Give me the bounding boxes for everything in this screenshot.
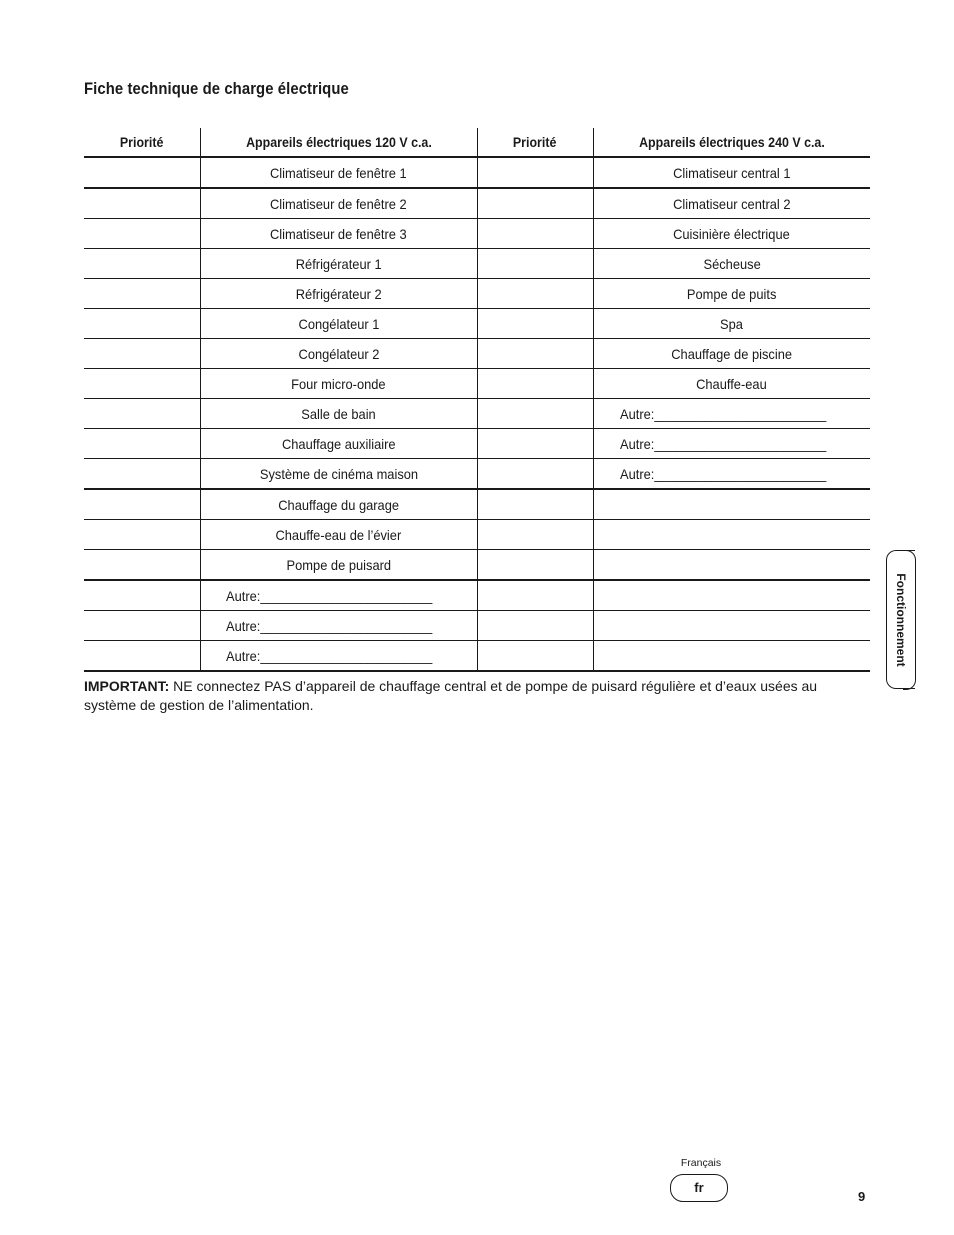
table-row [84, 157, 870, 188]
appliance-240-cell [593, 249, 870, 279]
appliance-label: Système de cinéma maison [259, 465, 418, 482]
priority-240-cell [477, 429, 593, 459]
table-row [84, 611, 870, 641]
priority-120-cell [84, 489, 200, 520]
priority-240-cell [477, 188, 593, 219]
priority-120-cell [84, 611, 200, 641]
appliance-240-cell [593, 339, 870, 369]
appliance-240-cell [593, 429, 870, 459]
appliance-label: Pompe de puisard [286, 556, 391, 573]
appliance-120-cell [200, 399, 477, 429]
appliance-120-cell [200, 369, 477, 399]
priority-240-cell [477, 249, 593, 279]
priority-240-cell [477, 459, 593, 490]
priority-240-cell [477, 489, 593, 520]
appliance-label: Spa [720, 315, 744, 332]
appliance-120-cell [200, 249, 477, 279]
appliance-label: Congélateur 1 [298, 315, 379, 332]
priority-120-cell [84, 219, 200, 249]
appliance-label: Four micro-onde [291, 375, 386, 392]
priority-240-cell [477, 611, 593, 641]
table-row [84, 399, 870, 429]
priority-120-cell [84, 429, 200, 459]
appliance-120-cell [200, 188, 477, 219]
appliance-label: Sécheuse [703, 255, 761, 272]
priority-240-cell [477, 279, 593, 309]
important-label: IMPORTANT: [84, 678, 170, 694]
priority-120-cell [84, 279, 200, 309]
language-label: Français [680, 1157, 722, 1169]
appliance-240-cell [593, 520, 870, 550]
priority-240-cell [477, 520, 593, 550]
appliance-120-cell [200, 279, 477, 309]
electrical-load-table [84, 128, 870, 672]
appliance-120-cell [200, 339, 477, 369]
priority-120-cell [84, 550, 200, 581]
appliance-label: Autre:________________________ [619, 465, 826, 482]
appliance-label: Chauffage auxiliaire [281, 435, 396, 452]
priority-120-cell [84, 580, 200, 611]
appliance-120-cell [200, 641, 477, 672]
appliance-label: Climatiseur central 1 [673, 164, 791, 181]
appliance-label: Climatiseur de fenêtre 2 [270, 195, 407, 212]
table-row [84, 520, 870, 550]
priority-240-cell [477, 309, 593, 339]
appliance-label: Cuisinière électrique [673, 225, 791, 242]
side-tab-label: Fonctionnement [894, 572, 908, 667]
page-number: 9 [858, 1189, 866, 1204]
priority-120-cell [84, 641, 200, 672]
appliance-240-cell [593, 279, 870, 309]
appliance-120-cell [200, 157, 477, 188]
appliance-240-cell [593, 369, 870, 399]
priority-120-cell [84, 339, 200, 369]
priority-120-cell [84, 157, 200, 188]
priority-120-cell [84, 399, 200, 429]
appliance-240-cell [593, 188, 870, 219]
priority-240-cell [477, 550, 593, 581]
priority-240-cell [477, 641, 593, 672]
appliance-120-cell [200, 489, 477, 520]
appliance-240-cell [593, 580, 870, 611]
appliance-label: Autre:________________________ [226, 647, 433, 664]
table-row [84, 429, 870, 459]
table-row [84, 550, 870, 581]
header-appliances-240: Appareils électriques 240 V c.a. [593, 128, 870, 157]
appliance-120-cell [200, 429, 477, 459]
appliance-120-cell [200, 550, 477, 581]
appliance-label: Climatiseur de fenêtre 1 [270, 164, 407, 181]
table-row [84, 309, 870, 339]
priority-120-cell [84, 459, 200, 490]
priority-240-cell [477, 580, 593, 611]
table-row [84, 249, 870, 279]
table-row [84, 279, 870, 309]
appliance-label: Autre:________________________ [619, 435, 826, 452]
priority-120-cell [84, 309, 200, 339]
table-row [84, 580, 870, 611]
table-row [84, 369, 870, 399]
table-row [84, 489, 870, 520]
appliance-label: Climatiseur central 2 [673, 195, 791, 212]
appliance-240-cell [593, 459, 870, 490]
appliance-240-cell [593, 611, 870, 641]
priority-120-cell [84, 369, 200, 399]
priority-240-cell [477, 399, 593, 429]
language-badge: fr [670, 1174, 728, 1202]
important-text: NE connectez PAS d’appareil de chauffage central et de pompe de puisard régulière et d’eaux usées au système de gestion de l’alimentation. [84, 678, 818, 713]
appliance-label: Autre:________________________ [619, 405, 826, 422]
appliance-240-cell [593, 550, 870, 581]
priority-120-cell [84, 249, 200, 279]
header-appliances-120: Appareils électriques 120 V c.a. [200, 128, 477, 157]
header-priority-120: Priorité [84, 128, 200, 157]
appliance-120-cell [200, 611, 477, 641]
appliance-label: Autre:________________________ [226, 587, 433, 604]
header-priority-240: Priorité [477, 128, 593, 157]
appliance-label: Chauffage de piscine [671, 345, 793, 362]
appliance-label: Chauffe-eau de l’évier [275, 526, 402, 543]
appliance-label: Salle de bain [301, 405, 376, 422]
appliance-label: Congélateur 2 [298, 345, 379, 362]
appliance-label: Chauffage du garage [278, 496, 399, 513]
page-title: Fiche technique de charge électrique [84, 80, 349, 98]
priority-240-cell [477, 219, 593, 249]
appliance-label: Climatiseur de fenêtre 3 [270, 225, 407, 242]
priority-120-cell [84, 188, 200, 219]
section-side-tab [886, 550, 915, 689]
appliance-120-cell [200, 219, 477, 249]
appliance-label: Pompe de puits [686, 285, 777, 302]
appliance-120-cell [200, 309, 477, 339]
appliance-240-cell [593, 309, 870, 339]
table-row [84, 219, 870, 249]
priority-120-cell [84, 520, 200, 550]
table-row [84, 641, 870, 672]
appliance-label: Chauffe-eau [696, 375, 768, 392]
table-row [84, 188, 870, 219]
appliance-240-cell [593, 219, 870, 249]
appliance-240-cell [593, 157, 870, 188]
appliance-120-cell [200, 459, 477, 490]
appliance-label: Autre:________________________ [226, 617, 433, 634]
table-header-row [84, 128, 870, 157]
priority-240-cell [477, 369, 593, 399]
table-row [84, 459, 870, 490]
priority-240-cell [477, 339, 593, 369]
appliance-240-cell [593, 641, 870, 672]
table-row [84, 339, 870, 369]
appliance-240-cell [593, 399, 870, 429]
important-note [84, 677, 870, 715]
appliance-label: Réfrigérateur 1 [295, 255, 382, 272]
priority-240-cell [477, 157, 593, 188]
appliance-240-cell [593, 489, 870, 520]
appliance-label: Réfrigérateur 2 [295, 285, 382, 302]
appliance-120-cell [200, 520, 477, 550]
appliance-120-cell [200, 580, 477, 611]
